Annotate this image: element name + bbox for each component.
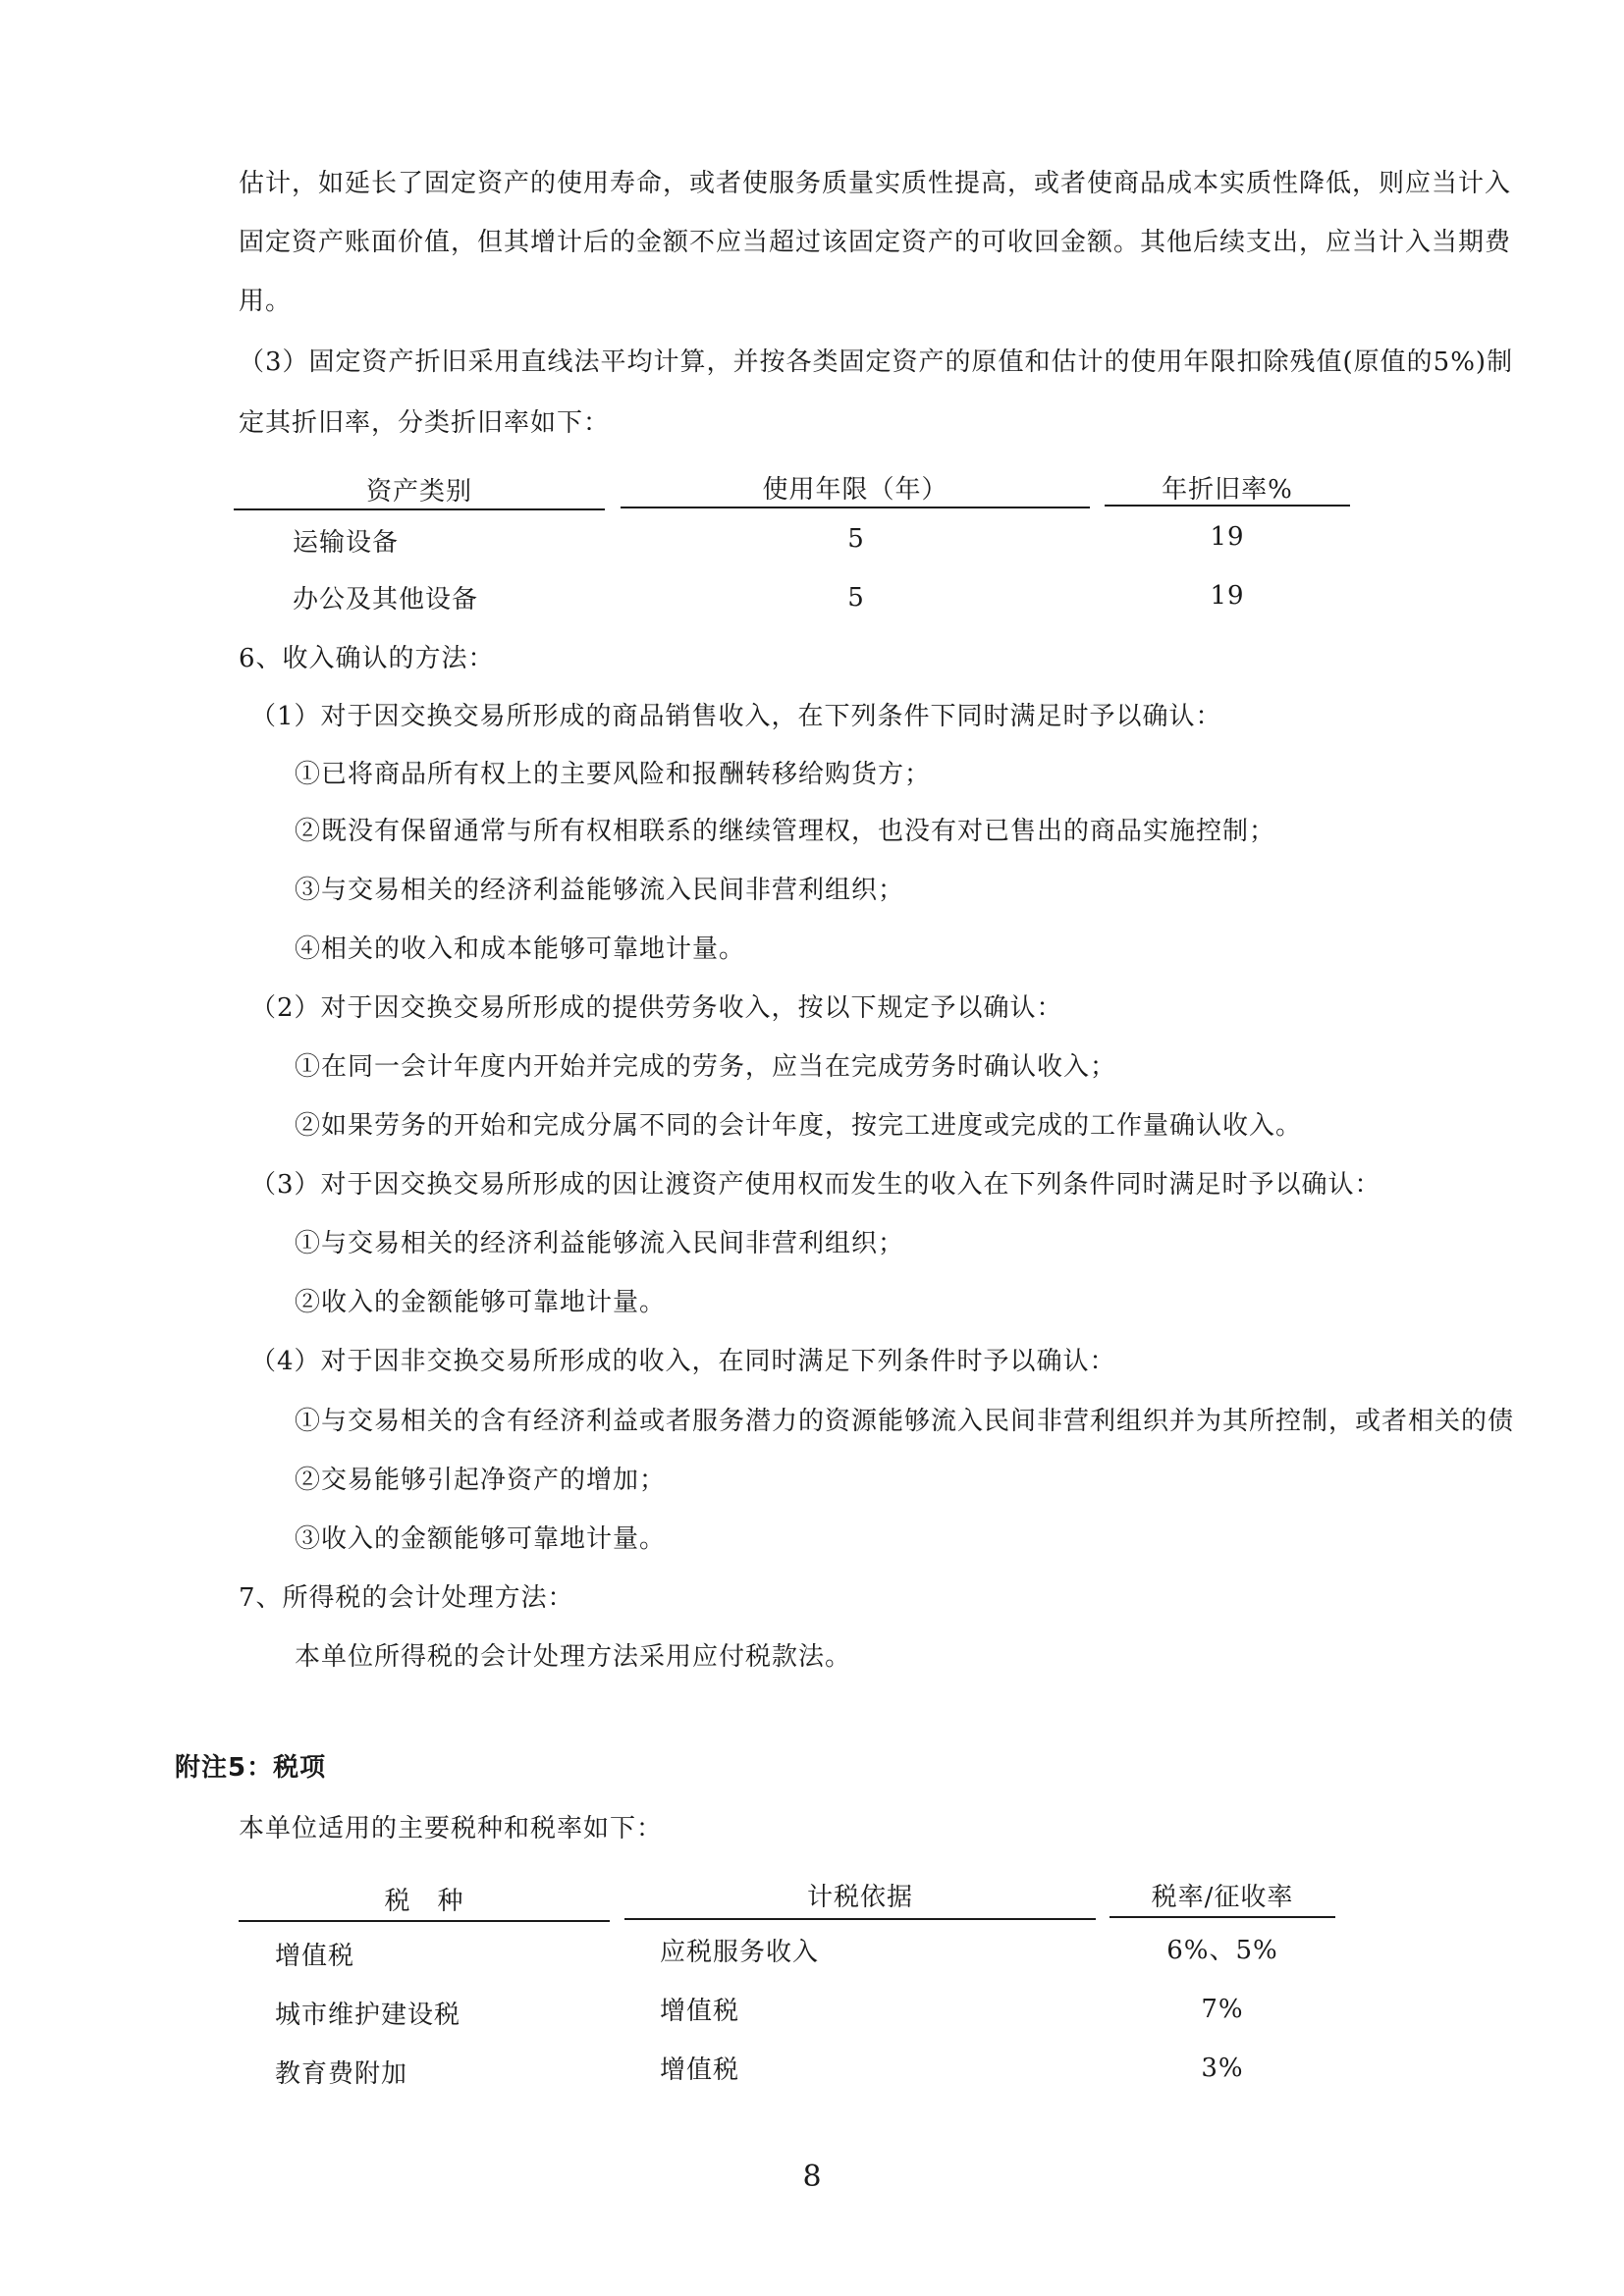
subsection-line: （2）对于因交换交易所形成的提供劳务收入，按以下规定予以确认： bbox=[250, 993, 1063, 1023]
table-cell-useful-life: 5 bbox=[847, 583, 865, 613]
table-header-rule bbox=[234, 508, 605, 510]
list-item: ②收入的金额能够可靠地计量。 bbox=[295, 1288, 667, 1317]
paragraph-line: 固定资产账面价值，但其增计后的金额不应当超过该固定资产的可收回金额。其他后续支出，应当计入当期费 bbox=[239, 228, 1512, 257]
table-cell-tax-basis: 增值税 bbox=[660, 2056, 740, 2085]
list-item: ④相关的收入和成本能够可靠地计量。 bbox=[295, 934, 746, 964]
paragraph-line: 本单位所得税的会计处理方法采用应付税款法。 bbox=[295, 1642, 852, 1672]
table-header-tax-basis: 计税依据 bbox=[806, 1883, 913, 1912]
subsection-line: （4）对于因非交换交易所形成的收入，在同时满足下列条件时予以确认： bbox=[250, 1347, 1116, 1376]
table-header-rule bbox=[239, 1920, 610, 1922]
subsection-line: （1）对于因交换交易所形成的商品销售收入，在下列条件下同时满足时予以确认： bbox=[250, 702, 1222, 731]
list-item: ②既没有保留通常与所有权相联系的继续管理权，也没有对已售出的商品实施控制； bbox=[295, 817, 1276, 846]
table-header-rule bbox=[621, 507, 1090, 508]
list-item: ②交易能够引起净资产的增加； bbox=[295, 1466, 667, 1495]
list-item: ①与交易相关的含有经济利益或者服务潜力的资源能够流入民间非营利组织并为其所控制，或者相关的债 bbox=[295, 1407, 1515, 1436]
table-cell-tax-rate: 6%、5% bbox=[1166, 1936, 1278, 1965]
table-header-rule bbox=[1110, 1916, 1335, 1918]
paragraph-line: （3）固定资产折旧采用直线法平均计算，并按各类固定资产的原值和估计的使用年限扣除残值(原值的5%)制 bbox=[239, 347, 1514, 377]
table-header-tax-rate: 税率/征收率 bbox=[1151, 1883, 1294, 1912]
table-header-rule bbox=[1105, 505, 1350, 507]
table-cell-asset-class: 办公及其他设备 bbox=[293, 585, 479, 614]
table-header-depreciation-rate: 年折旧率% bbox=[1162, 475, 1293, 505]
list-item: ①已将商品所有权上的主要风险和报酬转移给购货方； bbox=[295, 760, 932, 789]
list-item: ②如果劳务的开始和完成分属不同的会计年度，按完工进度或完成的工作量确认收入。 bbox=[295, 1111, 1303, 1141]
page-number: 8 bbox=[802, 2160, 822, 2194]
paragraph-line: 估计，如延长了固定资产的使用寿命，或者使服务质量实质性提高，或者使商品成本实质性降低，则应当计入 bbox=[239, 169, 1512, 198]
table-cell-tax-rate: 7% bbox=[1201, 1995, 1244, 2024]
paragraph-line: 定其折旧率，分类折旧率如下： bbox=[239, 408, 611, 438]
table-cell-tax-rate: 3% bbox=[1201, 2054, 1244, 2083]
list-item: ③与交易相关的经济利益能够流入民间非营利组织； bbox=[295, 876, 905, 905]
table-cell-depreciation-rate: 19 bbox=[1210, 581, 1245, 611]
table-cell-tax-type: 增值税 bbox=[275, 1942, 355, 1971]
table-cell-useful-life: 5 bbox=[847, 524, 865, 554]
list-item: ③收入的金额能够可靠地计量。 bbox=[295, 1524, 667, 1554]
table-header-rule bbox=[624, 1918, 1096, 1920]
table-cell-tax-basis: 增值税 bbox=[660, 1997, 740, 2026]
subsection-line: （3）对于因交换交易所形成的因让渡资产使用权而发生的收入在下列条件同时满足时予以确认： bbox=[250, 1170, 1381, 1200]
table-cell-tax-type: 城市维护建设税 bbox=[275, 2001, 461, 2030]
section-heading: 7、所得税的会计处理方法： bbox=[239, 1583, 574, 1613]
table-header-asset-class: 资产类别 bbox=[365, 477, 472, 507]
table-cell-tax-type: 教育费附加 bbox=[275, 2059, 408, 2089]
table-header-useful-life: 使用年限（年） bbox=[762, 475, 948, 505]
table-cell-tax-basis: 应税服务收入 bbox=[660, 1938, 820, 1967]
table-header-tax-type: 税 种 bbox=[384, 1887, 464, 1916]
paragraph-line: 本单位适用的主要税种和税率如下： bbox=[239, 1814, 664, 1843]
table-cell-asset-class: 运输设备 bbox=[293, 528, 400, 558]
note-title: 附注5：税项 bbox=[175, 1753, 327, 1783]
list-item: ①在同一会计年度内开始并完成的劳务，应当在完成劳务时确认收入； bbox=[295, 1052, 1117, 1082]
list-item: ①与交易相关的经济利益能够流入民间非营利组织； bbox=[295, 1229, 905, 1258]
table-cell-depreciation-rate: 19 bbox=[1210, 522, 1245, 552]
paragraph-line: 用。 bbox=[239, 287, 293, 316]
section-heading: 6、收入确认的方法： bbox=[239, 644, 495, 673]
